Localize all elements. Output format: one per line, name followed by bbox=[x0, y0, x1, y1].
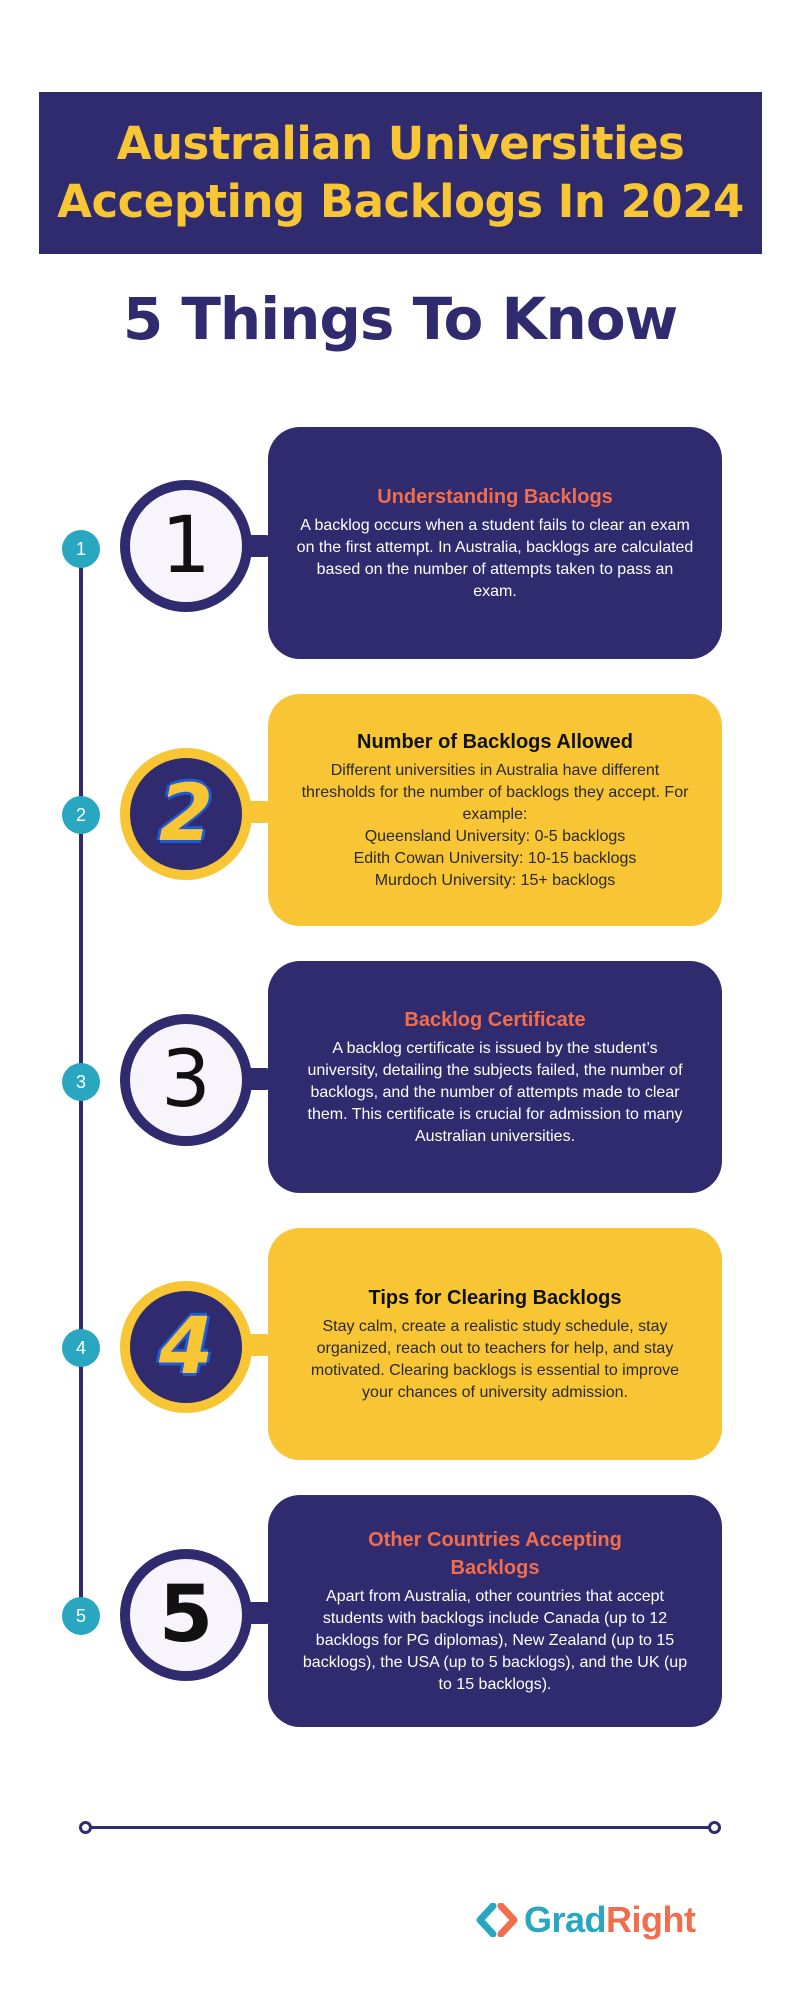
footer-divider-cap-right bbox=[708, 1821, 721, 1834]
page-title: Australian Universities Accepting Backlogs In 2024 bbox=[57, 117, 744, 228]
title-banner bbox=[39, 92, 762, 254]
step-heading-1: Understanding Backlogs bbox=[377, 486, 613, 508]
step-body-2-line: Murdoch University: 15+ backlogs bbox=[374, 872, 616, 889]
timeline-dot-1: 1 bbox=[62, 530, 100, 568]
step-number-3: 3 bbox=[161, 1035, 211, 1125]
gradright-logo-icon bbox=[476, 1903, 518, 1937]
step-number-circle-4 bbox=[120, 1281, 252, 1413]
step-number-circle-5 bbox=[120, 1549, 252, 1681]
step-number-4: 4 bbox=[158, 1302, 214, 1392]
step-card-4 bbox=[268, 1228, 722, 1460]
step-card-1 bbox=[268, 427, 722, 659]
step-number-circle-1 bbox=[120, 480, 252, 612]
step-body-3: A backlog certificate is issued by the student’s university, detailing the subjects failed, the number of backlogs, and the number of attempts made to clear them. This certificate is crucial for admission to many Australian universities. bbox=[307, 1040, 683, 1145]
step-body-2-line: Edith Cowan University: 10-15 backlogs bbox=[353, 850, 637, 867]
timeline-dot-5: 5 bbox=[62, 1597, 100, 1635]
step-body-2-line: Different universities in Australia have different thresholds for the number of backlogs they accept. For example: bbox=[301, 762, 689, 823]
page-subtitle: 5 Things To Know bbox=[122, 285, 678, 353]
step-body-1: A backlog occurs when a student fails to clear an exam on the first attempt. In Australia, backlogs are calculated based on the number of attempts taken to pass an exam. bbox=[296, 517, 694, 600]
step-heading-2: Number of Backlogs Allowed bbox=[357, 731, 633, 753]
step-card-3 bbox=[268, 961, 722, 1193]
step-heading-3: Backlog Certificate bbox=[404, 1009, 586, 1031]
step-number-2: 2 bbox=[158, 769, 214, 859]
step-body-4: Stay calm, create a realistic study schedule, stay organized, reach out to teachers for help, and stay motivated. Clearing backlogs is essential to improve your chances of university admission. bbox=[310, 1318, 680, 1401]
step-card-5 bbox=[268, 1495, 722, 1727]
step-heading-4: Tips for Clearing Backlogs bbox=[368, 1287, 622, 1309]
footer-divider bbox=[84, 1826, 714, 1829]
step-body-2 bbox=[296, 760, 694, 892]
logo-text-grad: Grad bbox=[524, 1899, 607, 1940]
timeline-dot-3: 3 bbox=[62, 1063, 100, 1101]
step-number-circle-2 bbox=[120, 748, 252, 880]
step-number-5: 5 bbox=[158, 1570, 214, 1660]
step-card-2 bbox=[268, 694, 722, 926]
step-heading-5: Other Countries Accepting Backlogs bbox=[368, 1529, 622, 1579]
footer-divider-cap-left bbox=[79, 1821, 92, 1834]
step-number-circle-3 bbox=[120, 1014, 252, 1146]
step-body-5: Apart from Australia, other countries that accept students with backlogs include Canada (up to 12 backlogs for PG diplomas), New Zealand (up to 15 backlogs), the USA (up to 5 backlogs), and the UK (up to 15 backlogs). bbox=[302, 1588, 688, 1693]
logo-text-right: Right bbox=[606, 1899, 696, 1940]
step-body-2-line: Queensland University: 0-5 backlogs bbox=[364, 828, 626, 845]
step-number-1: 1 bbox=[161, 501, 211, 591]
timeline-dot-2: 2 bbox=[62, 796, 100, 834]
gradright-logo bbox=[476, 1896, 696, 1944]
timeline-dot-4: 4 bbox=[62, 1329, 100, 1367]
